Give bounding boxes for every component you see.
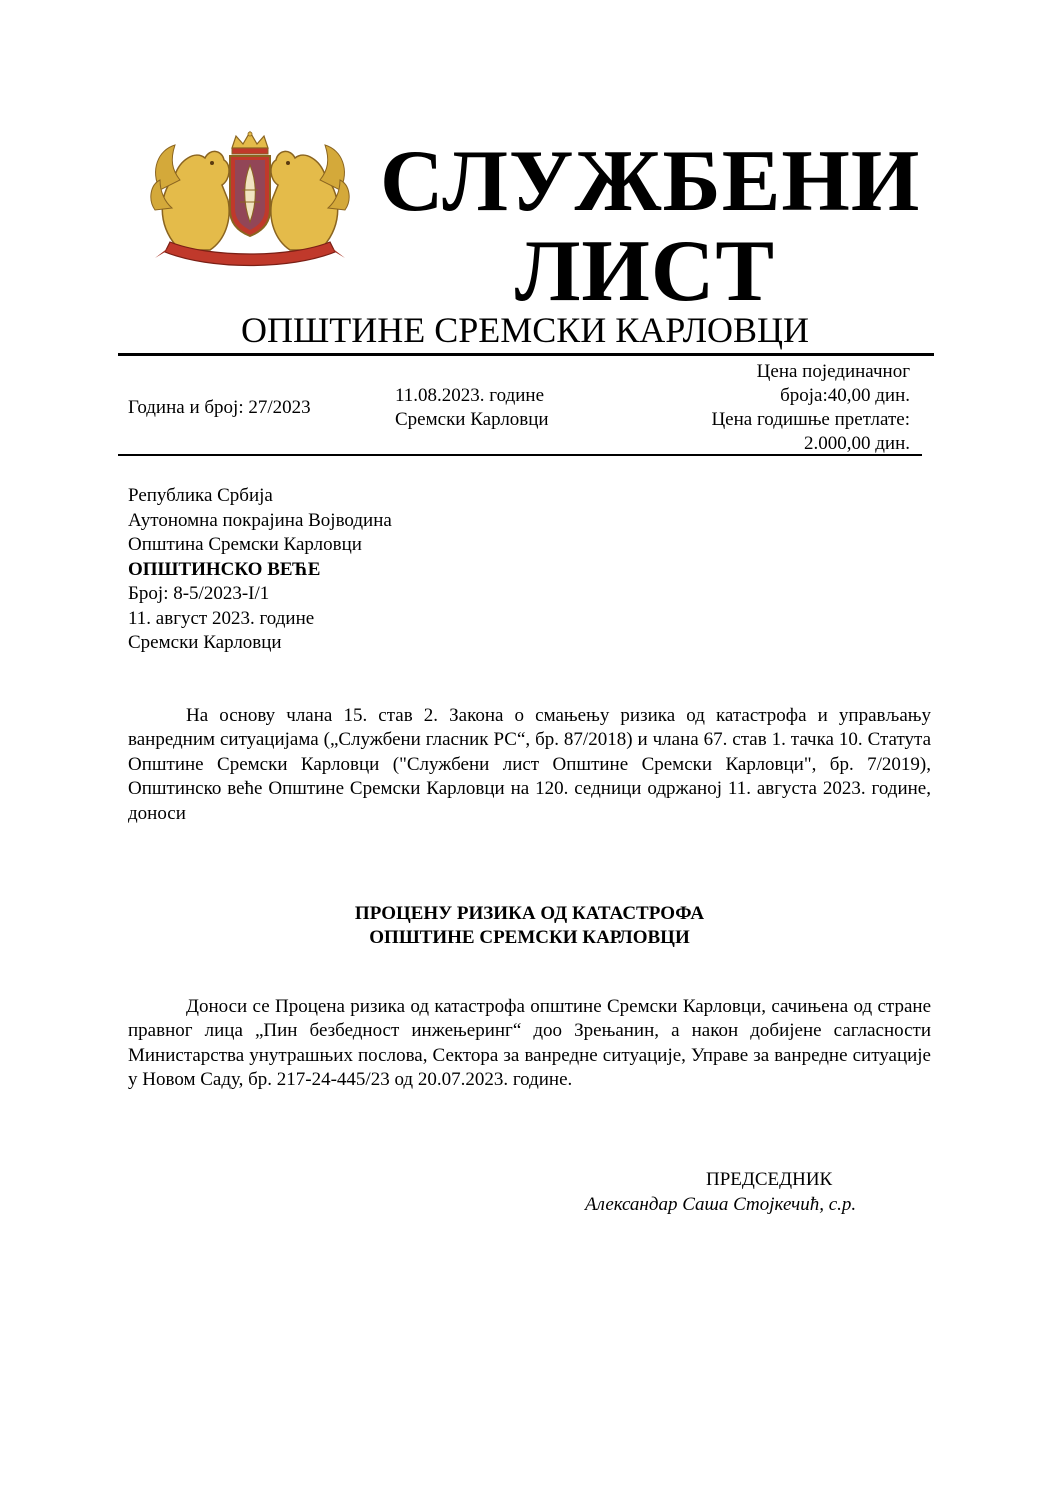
gazette-title-line2: ЛИСТ bbox=[514, 223, 776, 320]
price-line-3: Цена годишње претлате: bbox=[711, 409, 910, 430]
document-place: Сремски Карловци bbox=[128, 632, 282, 653]
header-divider-top bbox=[118, 353, 934, 356]
issue-date-place bbox=[395, 384, 549, 432]
address-line: Република Србија bbox=[128, 485, 273, 506]
issuer-address-block bbox=[128, 484, 392, 656]
left-griffin-icon bbox=[151, 145, 229, 250]
issue-place: Сремски Карловци bbox=[395, 409, 549, 430]
shield-icon bbox=[230, 156, 270, 236]
header-divider-bottom bbox=[118, 454, 922, 456]
decision-heading bbox=[128, 902, 931, 950]
preamble-paragraph bbox=[128, 704, 931, 826]
price-line-1: Цена појединачног bbox=[756, 361, 910, 382]
price-line-2: броја:40,00 дин. bbox=[780, 385, 910, 406]
coat-of-arms-emblem bbox=[150, 130, 350, 270]
document-number: Број: 8-5/2023-I/1 bbox=[128, 583, 270, 604]
price-info bbox=[711, 360, 910, 456]
crown-icon bbox=[232, 132, 268, 154]
issuer-body-name: ОПШТИНСКО ВЕЋЕ bbox=[128, 558, 321, 580]
document-date: 11. август 2023. године bbox=[128, 607, 315, 629]
right-griffin-icon bbox=[271, 145, 349, 250]
decision-paragraph bbox=[128, 995, 931, 1093]
price-line-4: 2.000,00 дин. bbox=[803, 433, 910, 454]
decision-heading-line2: ОПШТИНЕ СРЕМСКИ КАРЛОВЦИ bbox=[369, 927, 690, 948]
signature-title: ПРЕДСЕДНИК bbox=[706, 1169, 833, 1190]
signature-name: Александар Саша Стојкечић, с.р. bbox=[585, 1194, 857, 1215]
preamble-text: На основу члана 15. став 2. Закона о смањењу ризика од катастрофа и управљању ванредним ситуацијама („Службени гласник РС“, бр. 87/2018) и члана 67. став 1. тачка 10. Статута Општине Сремски Карловци ("Службени лист Општине Сремски Карловци", бр. 7/2019), Општинско веће Општине Сремски Карловци на 120. седници одржаној 11. августа 2023. године, доноси bbox=[128, 705, 931, 824]
issue-number: Година и број: 27/2023 bbox=[128, 397, 311, 418]
decision-heading-line1: ПРОЦЕНУ РИЗИКА ОД КАТАСТРОФА bbox=[354, 903, 705, 924]
issue-date: 11.08.2023. године bbox=[395, 385, 545, 406]
address-line: Аутономна покрајина Војводина bbox=[128, 509, 392, 531]
address-line: Општина Сремски Карловци bbox=[128, 534, 362, 555]
gazette-subtitle: ОПШТИНЕ СРЕМСКИ КАРЛОВЦИ bbox=[240, 310, 810, 350]
decision-text: Доноси се Процена ризика од катастрофа општине Сремски Карловци, сачињена од стране правног лица „Пин безбедност инжењеринг“ доо Зрењанин, а након добијене сагласности Министарства унутрашњих послова, Сектора за ванредне ситуације, Управе за ванредне ситуације у Новом Саду, бр. 217-24-445/23 од 20.07.2023. године. bbox=[128, 996, 931, 1091]
gazette-title-line1: СЛУЖБЕНИ bbox=[380, 133, 921, 230]
